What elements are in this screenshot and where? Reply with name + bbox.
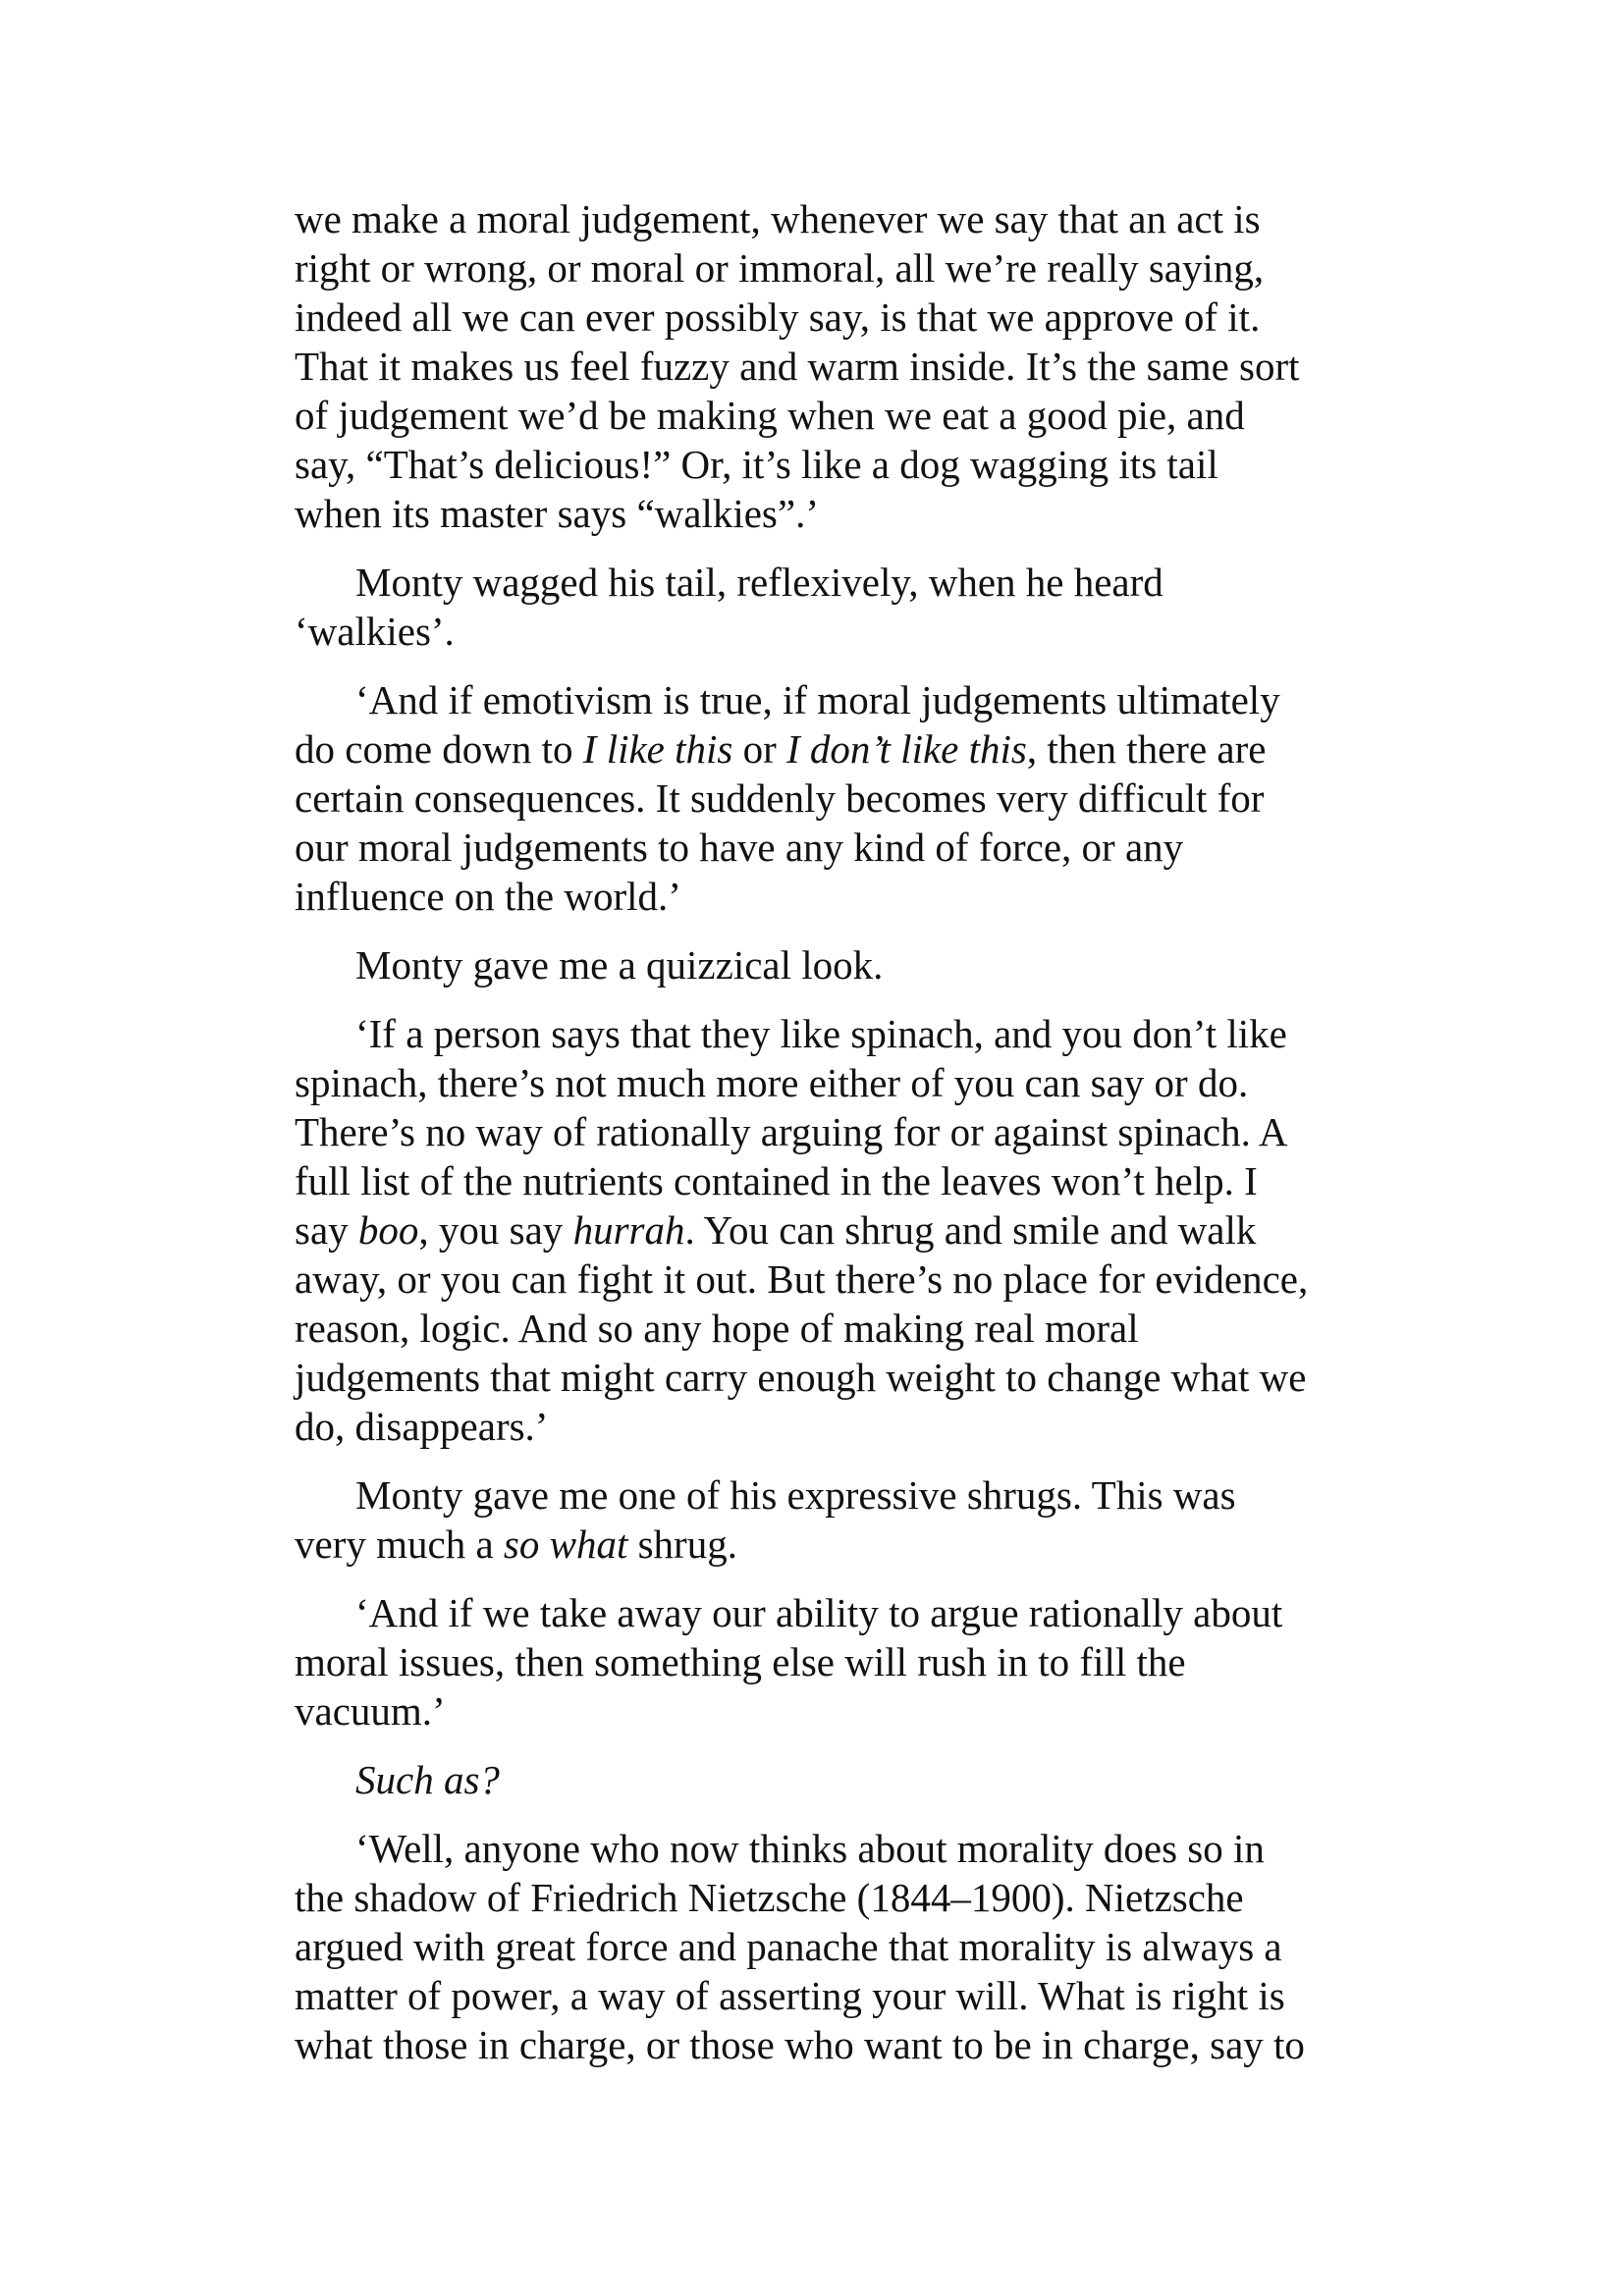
italic-text: so what [503, 1522, 628, 1567]
text-line [295, 1470, 1335, 1520]
text-run: certain consequences. It suddenly becomes very difficult for [295, 775, 1265, 821]
text-run: ‘walkies’. [295, 609, 455, 654]
text-run: away, or you can fight it out. But there’s no place for evidence, [295, 1256, 1309, 1302]
text-run: ‘And if emotivism is true, if moral judgements ultimately [355, 677, 1280, 722]
text-run: Monty gave me a quizzical look. [355, 942, 884, 988]
paragraph [295, 558, 1335, 656]
italic-text: I like this [582, 726, 733, 772]
text-run: what those in charge, or those who want to be in charge, say to [295, 2022, 1305, 2067]
text-line [295, 1824, 1335, 1873]
text-run: indeed all we can ever possibly say, is that we approve of it. [295, 294, 1261, 340]
text-line [295, 1058, 1335, 1107]
text-run: spinach, there’s not much more either of you can say or do. [295, 1060, 1249, 1105]
text-run: the shadow of Friedrich Nietzsche (1844–1900). Nietzsche [295, 1875, 1244, 1920]
text-run: right or wrong, or moral or immoral, all we’re really saying, [295, 245, 1265, 291]
text-run: Monty gave me one of his expressive shrugs. This was [355, 1472, 1236, 1518]
text-line [295, 675, 1335, 724]
text-line [295, 391, 1335, 440]
text-line [295, 1304, 1335, 1353]
text-run: say, “That’s delicious!” Or, it’s like a dog wagging its tail [295, 442, 1218, 487]
text-line [295, 607, 1335, 656]
text-line [295, 293, 1335, 342]
paragraph [295, 1824, 1335, 2069]
text-run: of judgement we’d be making when we eat a good pie, and [295, 393, 1245, 438]
text-line [295, 1922, 1335, 1971]
text-line [295, 872, 1335, 921]
text-line [295, 194, 1335, 243]
text-line [295, 1637, 1335, 1686]
text-line [295, 1205, 1335, 1255]
italic-text: I don’t like this [786, 726, 1027, 772]
text-line [295, 1686, 1335, 1735]
text-line [295, 1156, 1335, 1205]
text-run: judgements that might carry enough weight to change what we [295, 1355, 1307, 1400]
italic-text: boo [357, 1207, 419, 1253]
text-run: we make a moral judgement, whenever we say that an act is [295, 196, 1261, 241]
paragraph [295, 1588, 1335, 1735]
text-line [295, 1755, 1335, 1804]
text-run: shrug. [627, 1522, 737, 1567]
text-run: That it makes us feel fuzzy and warm inside. It’s the same sort [295, 344, 1300, 389]
text-run: or [732, 726, 787, 772]
text-run: ‘If a person says that they like spinach, and you don’t like [355, 1011, 1287, 1056]
text-run: ‘And if we take away our ability to argue rationally about [355, 1590, 1283, 1635]
text-line [295, 440, 1335, 489]
italic-text: hurrah [572, 1207, 685, 1253]
text-line [295, 1873, 1335, 1922]
paragraph [295, 1755, 1335, 1804]
text-line [295, 774, 1335, 823]
text-run: when its master says “walkies”.’ [295, 491, 819, 536]
text-run: matter of power, a way of asserting your will. What is right is [295, 1973, 1285, 2018]
paragraph [295, 675, 1335, 921]
text-run: There’s no way of rationally arguing for or against spinach. A [295, 1109, 1288, 1154]
text-line [295, 1353, 1335, 1402]
text-line [295, 1971, 1335, 2020]
text-run: say [295, 1207, 358, 1253]
paragraph [295, 194, 1335, 538]
body-text [295, 194, 1335, 2089]
text-run: do come down to [295, 726, 583, 772]
italic-text: Such as? [355, 1757, 500, 1802]
text-line [295, 724, 1335, 774]
text-run: , you say [418, 1207, 573, 1253]
text-line [295, 489, 1335, 538]
text-run: reason, logic. And so any hope of making real moral [295, 1306, 1139, 1351]
text-line [295, 1520, 1335, 1569]
text-line [295, 823, 1335, 872]
text-line [295, 1255, 1335, 1304]
text-run: . You can shrug and smile and walk [684, 1207, 1257, 1253]
text-line [295, 1402, 1335, 1451]
text-line [295, 2020, 1335, 2069]
text-run: argued with great force and panache that morality is always a [295, 1924, 1282, 1969]
text-line [295, 243, 1335, 293]
text-line [295, 1107, 1335, 1156]
text-line [295, 940, 1335, 989]
text-run: vacuum.’ [295, 1688, 446, 1734]
text-line [295, 1009, 1335, 1058]
text-run: moral issues, then something else will rush in to fill the [295, 1639, 1186, 1684]
paragraph [295, 940, 1335, 989]
text-run: influence on the world.’ [295, 874, 681, 919]
text-line [295, 1588, 1335, 1637]
text-line [295, 558, 1335, 607]
text-run: very much a [295, 1522, 504, 1567]
text-run: our moral judgements to have any kind of force, or any [295, 825, 1184, 870]
text-run: Monty wagged his tail, reflexively, when he heard [355, 560, 1163, 605]
text-run: ‘Well, anyone who now thinks about morality does so in [355, 1826, 1265, 1871]
text-line [295, 342, 1335, 391]
paragraph [295, 1470, 1335, 1569]
text-run: , then there are [1026, 726, 1267, 772]
paragraph [295, 1009, 1335, 1451]
text-run: do, disappears.’ [295, 1404, 549, 1449]
text-run: full list of the nutrients contained in the leaves won’t help. I [295, 1158, 1258, 1203]
